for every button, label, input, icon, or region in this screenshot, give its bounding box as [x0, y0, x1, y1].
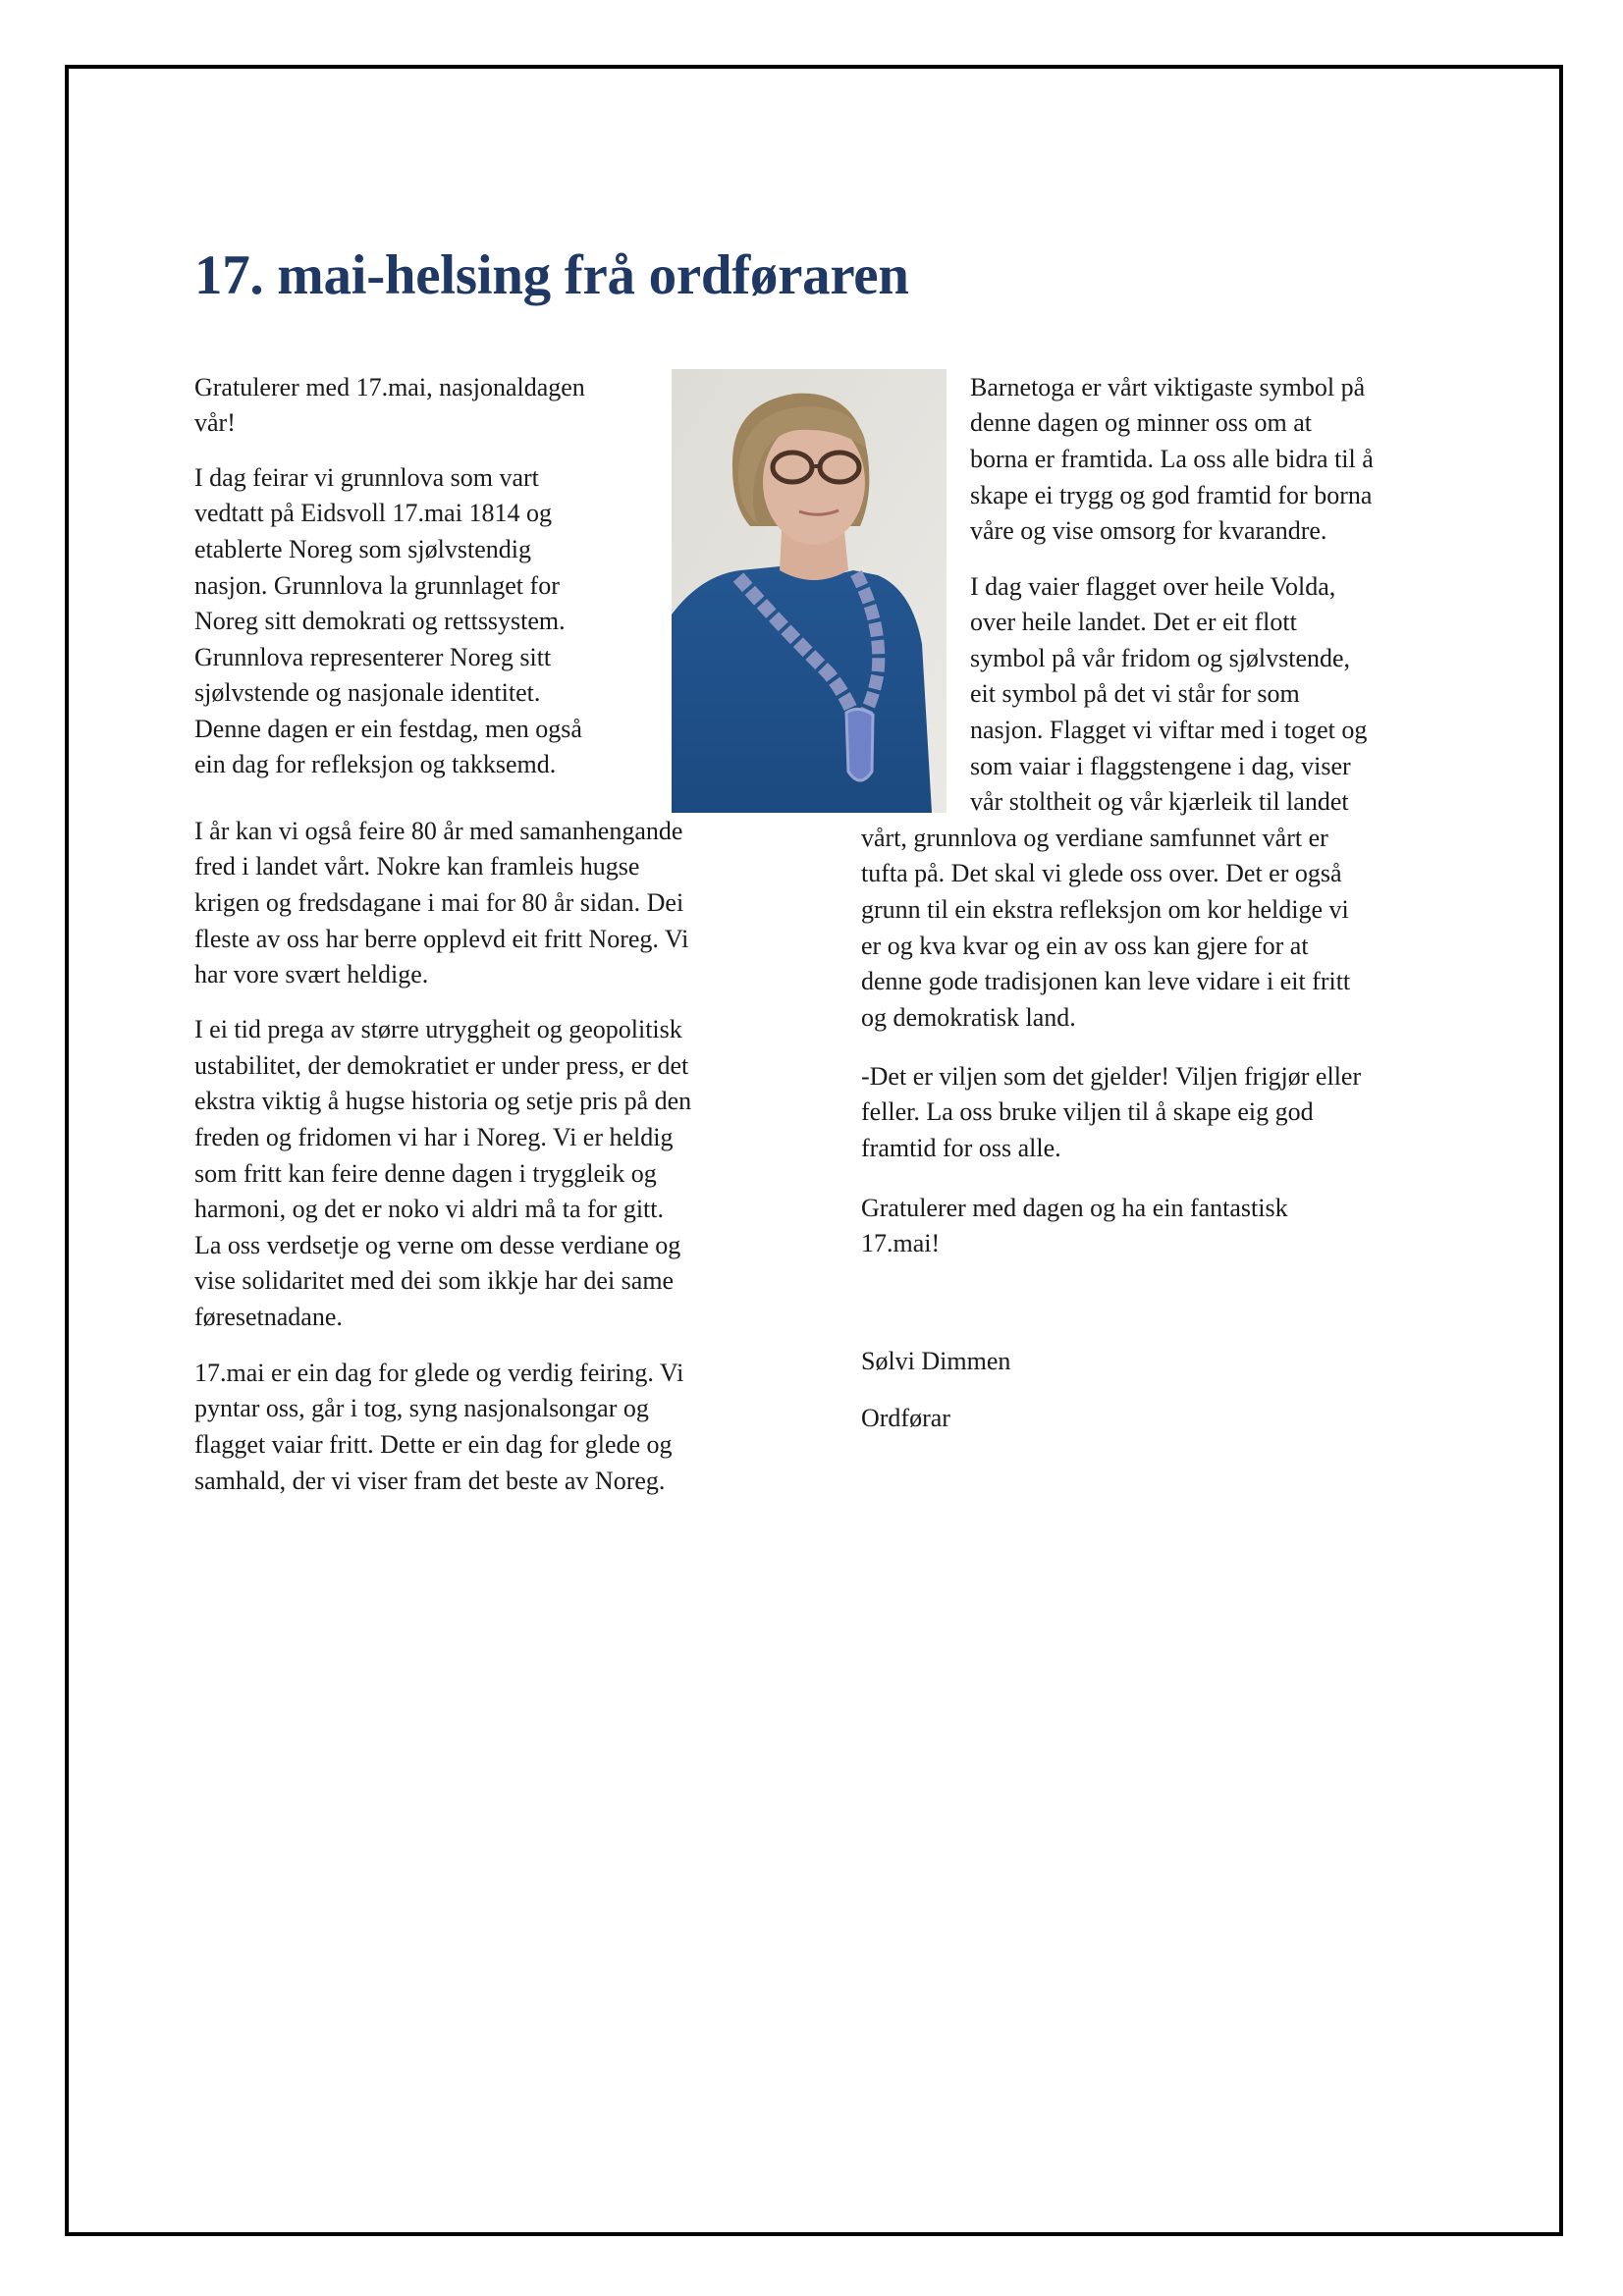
- text-line: over heile landet. Det er eit flott: [970, 608, 1297, 636]
- text-line: fred i landet vårt. Nokre kan framleis hugse: [194, 852, 640, 881]
- text-line: freden og fridomen vi har i Noreg. Vi er heldig: [194, 1123, 674, 1151]
- mayor-portrait-photo: [672, 369, 947, 813]
- text-line: I dag feirar vi grunnlova som vart: [194, 463, 539, 492]
- text-line: vår stoltheit og vår kjærleik til landet: [970, 787, 1349, 816]
- text-line: pyntar oss, går i tog, syng nasjonalsongar og: [194, 1394, 649, 1422]
- text-line: feller. La oss bruke viljen til å skape eig god: [861, 1097, 1314, 1126]
- portrait-illustration: [672, 369, 947, 813]
- text-line: Barnetoga er vårt viktigaste symbol på: [970, 373, 1366, 401]
- signature-name: Sølvi Dimmen: [861, 1347, 1011, 1375]
- text-line: grunn til ein ekstra refleksjon om kor heldige vi: [861, 895, 1349, 924]
- text-line: harmoni, og det er noko vi aldri må ta for gitt.: [194, 1195, 664, 1223]
- text-line: borna er framtida. La oss alle bidra til å: [970, 445, 1374, 473]
- text-line: er og kva kvar og ein av oss kan gjere for at: [861, 932, 1309, 960]
- text-line: føresetnadane.: [194, 1303, 343, 1331]
- text-line: framtid for oss alle.: [861, 1134, 1061, 1162]
- text-line: samhald, der vi viser fram det beste av Noreg.: [194, 1467, 666, 1495]
- text-line: I dag vaier flagget over heile Volda,: [970, 572, 1336, 601]
- text-line: og demokratisk land.: [861, 1003, 1076, 1032]
- page-title: 17. mai-helsing frå ordføraren: [194, 244, 909, 306]
- text-line: symbol på vår fridom og sjølvstende,: [970, 644, 1351, 672]
- text-line: ein dag for refleksjon og takksemd.: [194, 750, 557, 778]
- text-line: La oss verdsetje og verne om desse verdiane og: [194, 1231, 681, 1259]
- text-line: I ei tid prega av større utryggheit og geopolitisk: [194, 1015, 682, 1043]
- text-line: vise solidaritet med dei som ikkje har dei same: [194, 1266, 675, 1295]
- text-line: skape ei trygg og god framtid for borna: [970, 481, 1373, 509]
- text-line: -Det er viljen som det gjelder! Viljen frigjør eller: [861, 1062, 1362, 1091]
- text-line: som vaiar i flaggstengene i dag, viser: [970, 752, 1351, 780]
- text-line: ustabilitet, der demokratiet er under press, er det: [194, 1051, 689, 1080]
- text-line: eit symbol på det vi står for som: [970, 679, 1300, 708]
- text-line: 17.mai!: [861, 1229, 941, 1257]
- text-line: denne dagen og minner oss om at: [970, 408, 1313, 437]
- text-line: nasjon. Flagget vi viftar med i toget og: [970, 716, 1368, 744]
- text-line: ekstra viktig å hugse historia og setje pris på den: [194, 1087, 692, 1115]
- text-line: krigen og fredsdagane i mai for 80 år sidan. Dei: [194, 888, 684, 917]
- text-line: etablerte Noreg som sjølvstendig: [194, 535, 531, 563]
- text-line: Gratulerer med dagen og ha ein fantastisk: [861, 1194, 1288, 1222]
- text-line: vårt, grunnlova og verdiane samfunnet vårt er: [861, 824, 1328, 852]
- text-line: nasjon. Grunnlova la grunnlaget for: [194, 571, 560, 600]
- text-line: denne gode tradisjonen kan leve vidare i eit fritt: [861, 967, 1351, 995]
- text-line: som fritt kan feire denne dagen i tryggleik og: [194, 1159, 657, 1188]
- text-line: sjølvstende og nasjonale identitet.: [194, 678, 541, 707]
- text-line: Denne dagen er ein festdag, men også: [194, 715, 582, 743]
- text-line: Gratulerer med 17.mai, nasjonaldagen: [194, 373, 585, 401]
- text-line: 17.mai er ein dag for glede og verdig feiring. Vi: [194, 1359, 684, 1387]
- text-line: våre og vise omsorg for kvarandre.: [970, 516, 1327, 545]
- text-line: har vore svært heldige.: [194, 960, 429, 988]
- text-line: vedtatt på Eidsvoll 17.mai 1814 og: [194, 499, 552, 527]
- text-line: Noreg sitt demokrati og rettssystem.: [194, 607, 566, 635]
- text-line: tufta på. Det skal vi glede oss over. Det er også: [861, 859, 1342, 887]
- text-line: flagget vaiar fritt. Dette er ein dag for glede og: [194, 1430, 673, 1459]
- text-line: fleste av oss har berre opplevd eit fritt Noreg. Vi: [194, 925, 689, 953]
- text-line: vår!: [194, 408, 236, 437]
- signature-role: Ordførar: [861, 1404, 950, 1432]
- text-line: I år kan vi også feire 80 år med samanhengande: [194, 817, 683, 845]
- text-line: Grunnlova representerer Noreg sitt: [194, 643, 552, 671]
